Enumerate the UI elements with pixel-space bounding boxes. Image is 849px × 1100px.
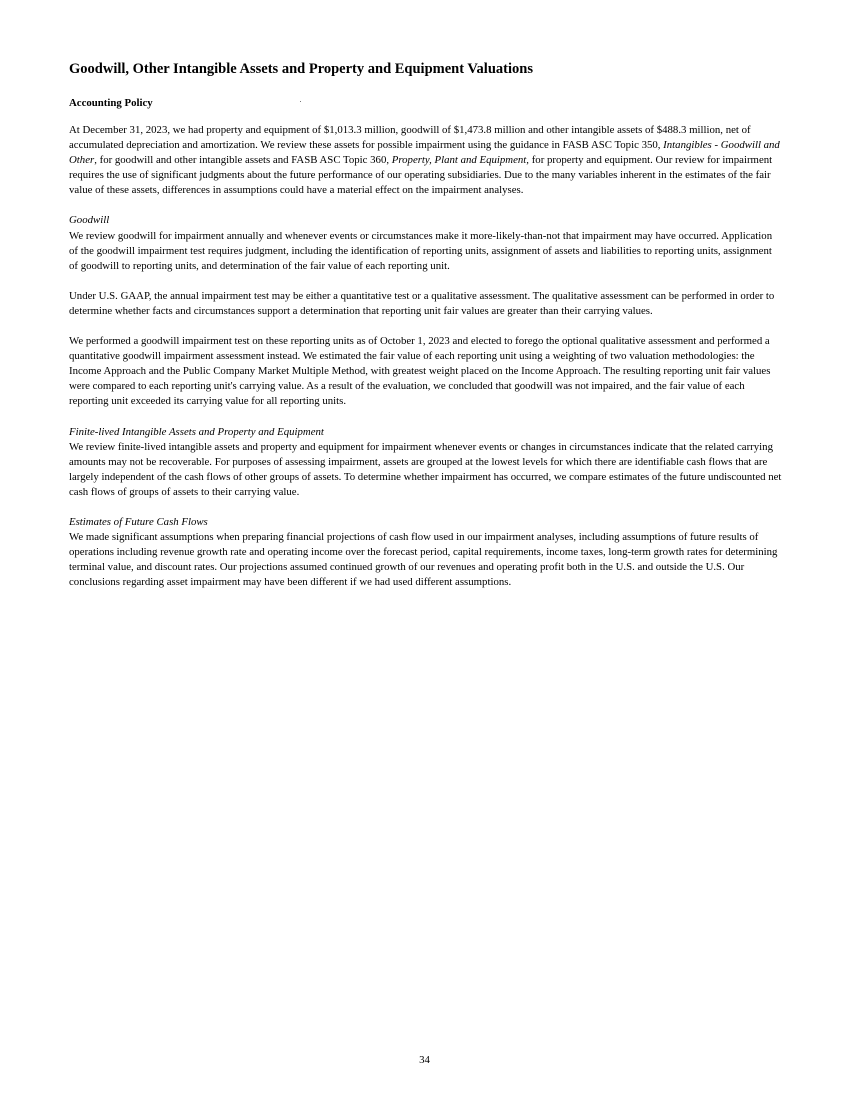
intangibles-topic-title: Intangibles - Goodwill and Other (69, 139, 780, 167)
document-page (69, 58, 783, 605)
page-title: Goodwill, Other Intangible Assets and Property and Equipment Valuations (69, 61, 533, 77)
accounting-policy-heading: Accounting Policy (69, 97, 153, 109)
goodwill-paragraph-3: We performed a goodwill impairment test on these reporting units as of October 1, 2023 and elected to forego the optional qualitative assessment and performed a quantitative goodwill impairment assessment instead. We estimated the fair value of each reporting unit using a weighting of two valuation methodologies: the Income Approach and the Public Company Market Multiple Method, with greatest weight placed on the Income Approach. The resulting reporting unit fair values were compared to each reporting unit's carrying value. As a result of the evaluation, we concluded that goodwill was not impaired, and the fair value of each reporting unit exceeded its carrying value for all reporting units. (69, 335, 771, 408)
accounting-policy-text-b: , for goodwill and other intangible assets and FASB ASC Topic 360, (94, 154, 392, 167)
goodwill-paragraph-2: Under U.S. GAAP, the annual impairment test may be either a quantitative test or a qualitative assessment. The qualitative assessment can be performed in order to determine whether facts and circumstances support a determination that reporting unit fair values are greater than their carrying values. (69, 289, 775, 317)
goodwill-paragraph-1: We review goodwill for impairment annually and whenever events or circumstances make it more-likely-than-not that impairment may have occurred. Application of the goodwill impairment test requires judgment, including the identification of reporting units, assignment of assets and liabilities to reporting units, assignment of goodwill to reporting units, and determination of the fair value of each reporting unit. (69, 229, 773, 272)
future-cash-flows-paragraph: We made significant assumptions when preparing financial projections of cash flow used in our impairment analyses, including assumptions of future results of operations including revenue growth rate and operating income over the forecast period, capital requirements, income taxes, long-term growth rates for determining terminal value, and discount rates. Our projections assumed continued growth of our revenues and operating profit both in the U.S. and outside the U.S. Our conclusions regarding asset impairment may have been different if we had used different assumptions. (69, 531, 778, 589)
accounting-policy-text-c: , for property and equipment. Our review for impairment requires the use of significant judgments about the future performance of our operating subsidiaries. Due to the many variables inherent in the estimates of the fair value of these assets, differences in assumptions could have a material effect on the impairment analyses. (69, 154, 773, 197)
finite-lived-label: Finite-lived Intangible Assets and Property and Equipment (69, 425, 324, 438)
page-number: 34 (419, 1054, 430, 1066)
goodwill-label: Goodwill (69, 214, 110, 227)
finite-lived-paragraph: We review finite-lived intangible assets and property and equipment for impairment whenever events or changes in circumstances indicate that the related carrying amounts may not be recoverable. For purposes of assessing impairment, assets are grouped at the lowest levels for which there are identifiable cash flows that are largely independent of the cash flows of other groups of assets. To determine whether impairment has occurred, we compare estimates of the future undiscounted net cash flows of groups of assets to their carrying value. (69, 440, 782, 498)
future-cash-flows-label: Estimates of Future Cash Flows (69, 515, 208, 528)
accounting-policy-paragraph (69, 123, 783, 198)
property-topic-title: Property, Plant and Equipment (391, 154, 527, 167)
accounting-policy-text-a: At December 31, 2023, we had property and equipment of $1,013.3 million, goodwill of $1,473.8 million and other intangible assets of $488.3 million, net of accumulated depreciation and amortization. We review these assets for possible impairment using the guidance in FASB ASC Topic 350, (69, 124, 751, 152)
